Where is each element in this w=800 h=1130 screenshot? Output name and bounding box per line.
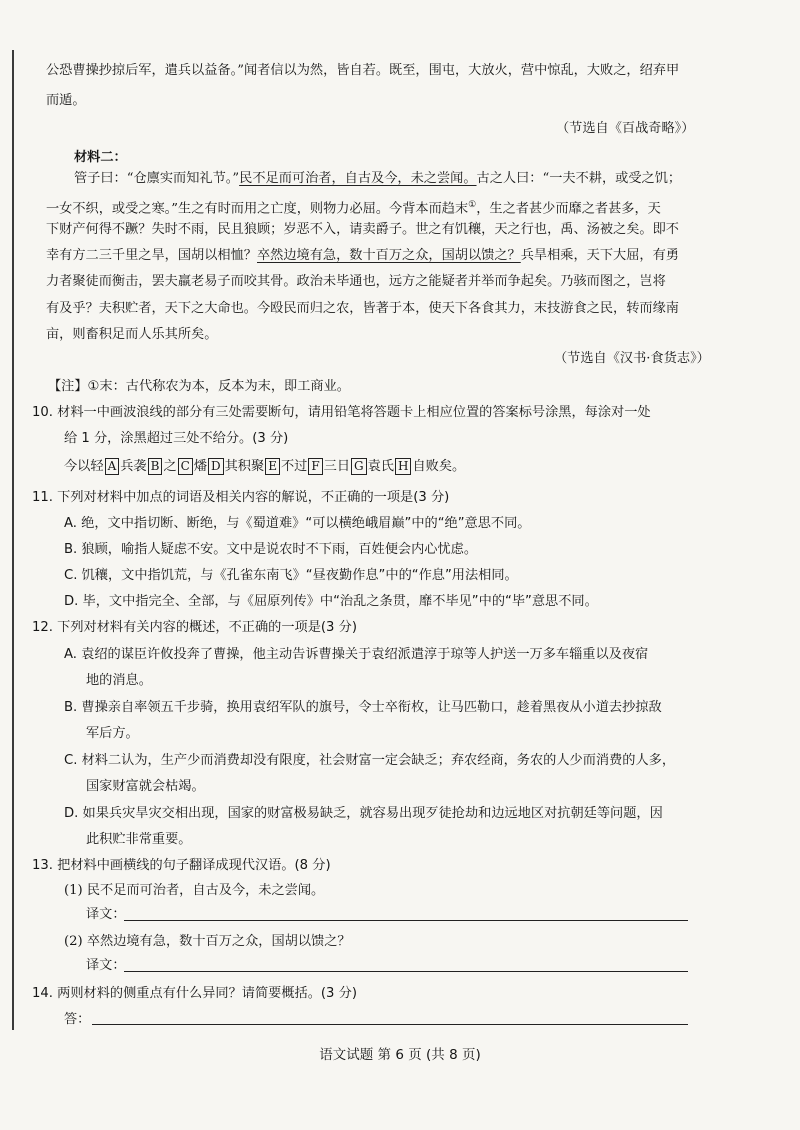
material-two-line: 力者聚徒而衡击，罢夫羸老易子而咬其骨。政治未毕通也，远方之能疑者并举而争起矣。乃骇而图之，岂将 [46, 274, 666, 289]
q10-stem: 10. 材料一中画波浪线的部分有三处需要断句，请用铅笔将答题卡上相应位置的答案标号涂黑，每涂对一处 [32, 405, 651, 420]
material-one-line: 而遁。 [46, 93, 86, 108]
answer-box-g: G [351, 458, 367, 475]
q14-answer-line[interactable] [92, 1024, 688, 1025]
quote-guanzi: 管子曰：“仓廪实而知礼节。” [74, 171, 240, 186]
quote-ancients: 古之人曰：“一夫不耕，或受之饥； [476, 171, 682, 186]
material-two-line: 有及乎？夫积贮者，天下之大命也。今殴民而归之农，皆著于本，使天下各食其力，末技游食之民，转而缘南 [46, 301, 679, 316]
q12-option-c: C. 材料二认为，生产少而消费却没有限度，社会财富一定会缺乏；弃农经商，务农的人少而消费的人多， [64, 753, 676, 768]
q11-option-c: C. 饥穰，文中指饥荒，与《孔雀东南飞》“昼夜勤作息”中的“作息”用法相同。 [64, 568, 518, 583]
material-one-source: （节选自《百战奇略》） [556, 121, 695, 136]
material-two-line: 一女不织，或受之寒。”生之有时而用之亡度，则物力必屈。今背本而趋末①，生之者甚少而靡之者甚多，天 [46, 200, 661, 217]
underlined-sentence-2: 卒然边境有急，数十百万之众，国胡以馈之？ [257, 248, 521, 263]
material-two-line: 幸有方二三千里之旱，国胡以相恤？卒然边境有急，数十百万之众，国胡以馈之？兵旱相乘，天下大屈，有勇 [46, 248, 679, 263]
q14-answer-label: 答： [64, 1012, 91, 1027]
answer-box-e: E [265, 458, 280, 475]
footnote: 【注】①末：古代称农为本，反本为末，即工商业。 [48, 379, 350, 394]
underlined-sentence-1: 民不足而可治者，自古及今，未之尝闻。 [239, 171, 477, 186]
answer-box-c: C [178, 458, 193, 475]
q13-sentence-2: (2) 卒然边境有急，数十百万之众，国胡以馈之？ [64, 934, 351, 949]
material-one-line: 公恐曹操抄掠后军，遣兵以益备。”闻者信以为然，皆自若。既至，围屯，大放火，营中惊乱，大败之，绍弃甲 [46, 63, 680, 78]
q12-option-a: A. 袁绍的谋臣许攸投奔了曹操，他主动告诉曹操关于袁绍派遣淳于琼等人护送一万多车辎重以及夜宿 [64, 647, 649, 662]
q11-option-a: A. 绝，文中指切断、断绝，与《蜀道难》“可以横绝峨眉巅”中的“绝”意思不同。 [64, 516, 531, 531]
answer-box-d: D [208, 458, 224, 475]
q13-answer-line-1[interactable] [124, 920, 688, 921]
answer-box-f: F [308, 458, 322, 475]
material-two-heading: 材料二： [74, 150, 127, 165]
q11-option-b: B. 狼顾，喻指人疑虑不安。文中是说农时不下雨，百姓便会内心忧虑。 [64, 542, 478, 557]
q12-option-d-cont: 此积贮非常重要。 [86, 832, 192, 847]
q13-stem: 13. 把材料中画横线的句子翻译成现代汉语。(8 分) [32, 858, 331, 873]
answer-box-a: A [105, 458, 120, 475]
material-two-source: （节选自《汉书·食货志》） [554, 351, 710, 366]
q12-stem: 12. 下列对材料有关内容的概述，不正确的一项是(3 分) [32, 620, 357, 635]
material-two-line: 亩，则畜积足而人乐其所矣。 [46, 327, 218, 342]
material-two-line: 下财产何得不蹶？失时不雨，民且狼顾；岁恶不入，请卖爵子。世之有饥穰，天之行也，禹、汤被之矣。即不 [46, 222, 679, 237]
q12-option-a-cont: 地的消息。 [86, 673, 152, 688]
footnote-marker: ① [468, 200, 477, 210]
q13-sentence-1: (1) 民不足而可治者，自古及今，未之尝闻。 [64, 883, 325, 898]
q10-sentence: 今以轻 A 兵袭 B 之 C 燔 D 其积聚 E 不过 F 三日 G 袁氏 H 自败矣。 [64, 459, 466, 474]
q13-answer-label-1: 译文： [86, 907, 126, 922]
q12-option-d: D. 如果兵灾旱灾交相出现，国家的财富极易缺乏，就容易出现歹徒抢劫和边远地区对抗朝廷等问题，因 [64, 806, 663, 821]
answer-box-h: H [395, 458, 411, 475]
material-two-line [74, 170, 681, 188]
page-footer: 语文试题 第 6 页 (共 8 页) [319, 1047, 481, 1063]
q11-option-d: D. 毕，文中指完全、全部，与《屈原列传》中“治乱之条贯，靡不毕见”中的“毕”意思不同。 [64, 594, 598, 609]
q13-answer-label-2: 译文： [86, 958, 126, 973]
q12-option-b: B. 曹操亲自率领五千步骑，换用袁绍军队的旗号，令士卒衔枚，让马匹勒口，趁着黑夜从小道去抄掠敌 [64, 700, 662, 715]
q12-option-b-cont: 军后方。 [86, 726, 139, 741]
q14-stem: 14. 两则材料的侧重点有什么异同？请简要概括。(3 分) [32, 986, 357, 1001]
q13-answer-line-2[interactable] [124, 971, 688, 972]
q12-option-c-cont: 国家财富就会枯竭。 [86, 779, 205, 794]
q10-stem: 给 1 分，涂黑超过三处不给分。(3 分) [64, 431, 289, 446]
binding-margin-line [12, 50, 14, 1030]
q11-stem: 11. 下列对材料中加点的词语及相关内容的解说，不正确的一项是(3 分) [32, 490, 450, 505]
answer-box-b: B [148, 458, 163, 475]
